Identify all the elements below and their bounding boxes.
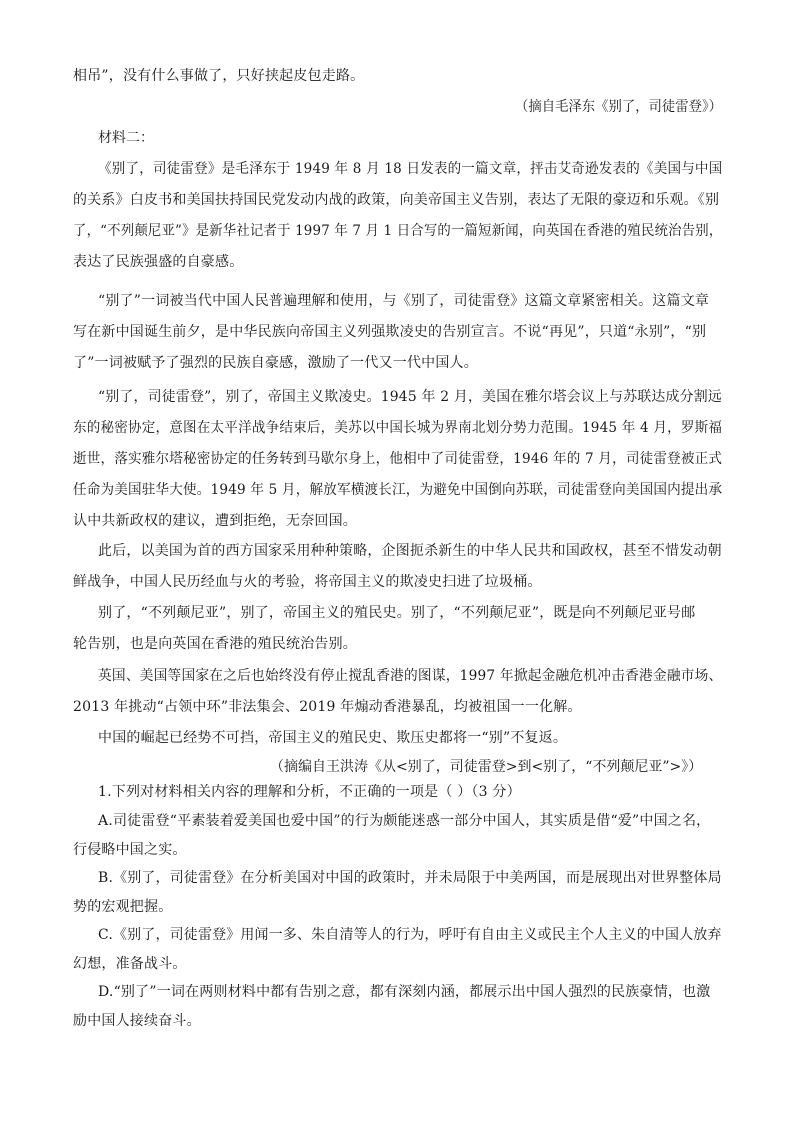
paragraph-line: “别了”一词被当代中国人民普遍理解和使用，与《别了，司徒雷登》这篇文章紧密相关。这篇文章 xyxy=(98,293,710,309)
option-line: C.《别了，司徒雷登》用闻一多、朱自清等人的行为，呼吁有自由主义或民主个人主义的中国人放弃 xyxy=(98,927,722,943)
paragraph-line: 中国的崛起已经势不可挡，帝国主义的殖民史、欺压史都将一“别”不复返。 xyxy=(98,730,568,746)
option-line: A.司徒雷登“平素装着爱美国也爱中国”的行为颇能迷惑一部分中国人，其实质是借“爱”中国之名， xyxy=(98,813,711,829)
material-2-heading: 材料二： xyxy=(98,130,154,146)
option-line: 幻想，准备战斗。 xyxy=(73,956,187,972)
paragraph-line: 任命为美国驻华大使。1949 年 5 月，解放军横渡长江，为避免中国倒向苏联，司徒雷登向美国国内提出承 xyxy=(73,482,723,498)
paragraph-line: 逝世，落实雅尔塔秘密协定的任务转到马歇尔身上，他相中了司徒雷登，1946 年的 7 月，司徒雷登被正式 xyxy=(73,451,723,467)
option-line: 势的宏观把握。 xyxy=(73,899,173,915)
paragraph-line: 认中共新政权的建议，遭到拒绝，无奈回国。 xyxy=(73,513,357,529)
paragraph-line: 写在新中国诞生前夕，是中华民族向帝国主义列强欺凌史的告别宣言。不说“再见”，只道“永别”，“别 xyxy=(73,324,707,340)
paragraph-line: 2013 年挑动“占领中环”非法集会、2019 年煽动香港暴乱，均被祖国一一化解。 xyxy=(73,699,582,715)
paragraph-line: 英国、美国等国家在之后也始终没有停止搅乱香港的图谋，1997 年掀起金融危机冲击香港金融市场、 xyxy=(98,668,723,684)
source-citation-1: （摘自毛泽东《别了，司徒雷登》） xyxy=(515,99,722,115)
paragraph-line: 《别了，司徒雷登》是毛泽东于 1949 年 8 月 18 日发表的一篇文章，抨击艾奇逊发表的《美国与中国 xyxy=(98,161,723,177)
option-line: 励中国人接续奋斗。 xyxy=(73,1013,201,1029)
option-line: D.“别了”一词在两则材料中都有告别之意，都有深刻内涵，都展示出中国人强烈的民族豪情，也激 xyxy=(98,984,711,1000)
paragraph-line: 别了，“不列颠尼亚”，别了，帝国主义的殖民史。别了，“不列颠尼亚”，既是向不列颠尼亚号邮 xyxy=(98,605,696,621)
paragraph-line: 此后，以美国为首的西方国家采用种种策略，企图扼杀新生的中华人民共和国政权，甚至不惜发动朝 xyxy=(98,543,722,559)
paragraph-line: 了”一词被赋予了强烈的民族自豪感，激励了一代又一代中国人。 xyxy=(73,355,478,371)
source-citation-2: （摘编自王洪涛《从<别了，司徒雷登>到<别了，“不列颠尼亚”>》） xyxy=(270,759,703,775)
paragraph-line: 表达了民族强盛的自豪感。 xyxy=(73,254,244,270)
paragraph-line: 鲜战争，中国人民历经血与火的考验，将帝国主义的欺凌史扫进了垃圾桶。 xyxy=(73,574,542,590)
paragraph-line: “别了，司徒雷登”，别了，帝国主义欺凌史。1945 年 2 月，美国在雅尔塔会议上与苏联达成分割远 xyxy=(98,389,722,405)
paragraph-line: 东的秘密协定，意图在太平洋战争结束后，美苏以中国长城为界南北划分势力范围。1945 年 4 月，罗斯福 xyxy=(73,420,723,436)
option-line: 行侵略中国之实。 xyxy=(73,842,187,858)
question-stem: 1.下列对材料相关内容的理解和分析，不正确的一项是（ ）（3 分） xyxy=(98,784,521,800)
paragraph-line: 了，“不列颠尼亚”》是新华社记者于 1997 年 7 月 1 日合写的一篇短新闻，向英国在香港的殖民统治告别， xyxy=(73,223,723,239)
option-line: B.《别了，司徒雷登》在分析美国对中国的政策时，并未局限于中美两国，而是展现出对世界整体局 xyxy=(98,870,722,886)
top-fragment-line: 相吊”，没有什么事做了，只好挟起皮包走路。 xyxy=(73,68,365,84)
paragraph-line: 轮告别，也是向英国在香港的殖民统治告别。 xyxy=(73,636,357,652)
paragraph-line: 的关系》白皮书和美国扶持国民党发动内战的政策，向美帝国主义告别，表达了无限的豪迈和乐观。《别 xyxy=(73,192,720,208)
